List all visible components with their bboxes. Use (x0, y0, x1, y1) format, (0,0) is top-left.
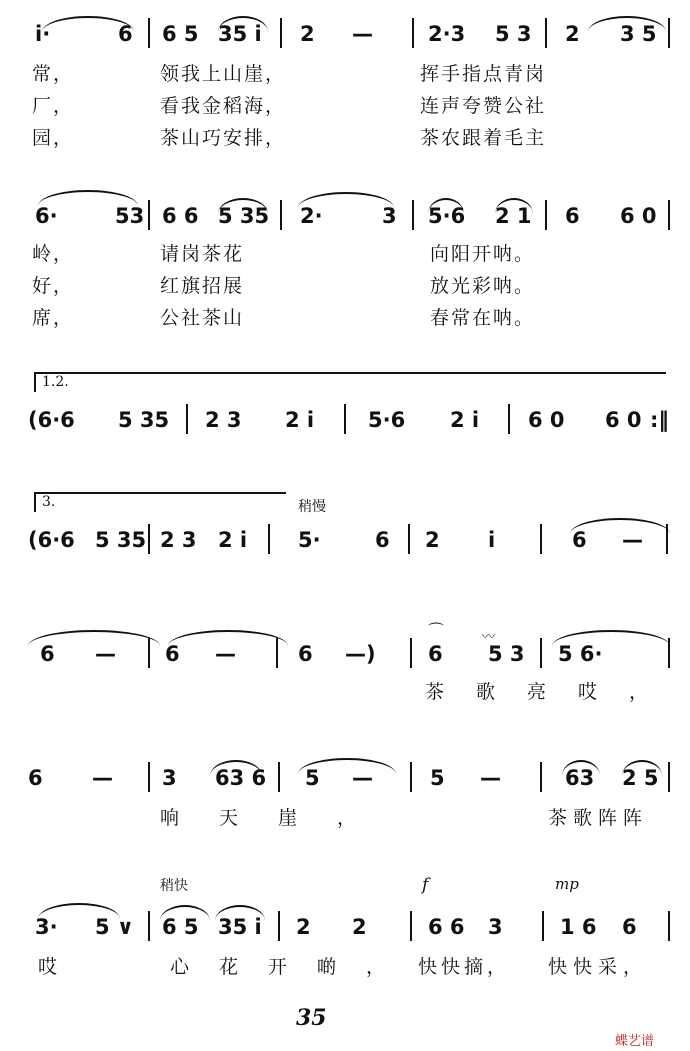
lyric-line-verse-2: 厂， 看我金稻海， 连声夸赞公社 (32, 94, 547, 117)
note: 2 3 (160, 528, 197, 552)
bar-line (410, 762, 412, 792)
note: 3 (382, 204, 397, 228)
bar-line (668, 911, 670, 941)
note: 5 6· (558, 642, 603, 666)
bar-line (148, 524, 150, 554)
note: 6 6 (428, 915, 465, 939)
note: (6·6 (28, 408, 75, 432)
note: 2 (565, 22, 580, 46)
note: 6 0 (620, 204, 657, 228)
note: 6 (298, 642, 313, 666)
note: 2 (300, 22, 315, 46)
note: 2· (300, 204, 323, 228)
bar-line (668, 200, 670, 230)
note: — (480, 766, 501, 790)
note: 6 0 (605, 408, 642, 432)
bar-line (412, 18, 414, 48)
note: 5 ∨ (95, 915, 134, 939)
note: 2 i (285, 408, 315, 432)
note: 1 6 (560, 915, 597, 939)
note: 6 0 (528, 408, 565, 432)
volta-label: 3. (42, 494, 56, 510)
bar-line (668, 762, 670, 792)
note: 5 35 (218, 204, 270, 228)
bar-line (278, 911, 280, 941)
bar-line (148, 762, 150, 792)
bar-line (542, 911, 544, 941)
note: (6·6 (28, 528, 75, 552)
note: 35 i (218, 915, 262, 939)
bar-line (540, 638, 542, 668)
dynamic-mp: mp (555, 875, 579, 893)
note: 3 5 (620, 22, 657, 46)
lyric-line-verse-3: 园， 茶山巧安排， 茶农跟着毛主 (32, 126, 547, 149)
bar-line (666, 524, 668, 554)
mordent-icon: 〰 (482, 630, 496, 645)
note: 6 (565, 204, 580, 228)
note: 5 35 (95, 528, 147, 552)
lyric-line-verse-3: 席， 公社茶山 春常在呐。 (32, 306, 536, 329)
note: 6 5 (162, 915, 199, 939)
note: 5 (430, 766, 445, 790)
note: 2 5 (622, 766, 659, 790)
lyric-line-verse-1: 常， 领我上山崖， 挥手指点青岗 (32, 62, 547, 85)
page-number: 35 (296, 1005, 327, 1031)
note: 63 (565, 766, 595, 790)
note: 2 3 (205, 408, 242, 432)
bar-line (268, 524, 270, 554)
note: 6 (572, 528, 587, 552)
note: 6 6 (162, 204, 199, 228)
note: 6 (622, 915, 637, 939)
volta-label: 1.2. (42, 374, 69, 390)
bar-line (280, 200, 282, 230)
note: 6 (28, 766, 43, 790)
note: 53 (115, 204, 145, 228)
note: i· (35, 22, 51, 46)
note: 5·6 (428, 204, 466, 228)
bar-line (545, 200, 547, 230)
bar-line (276, 638, 278, 668)
note: —) (345, 642, 376, 666)
volta-bracket (34, 492, 286, 512)
bar-line (148, 18, 150, 48)
bar-line (148, 638, 150, 668)
bar-line (545, 18, 547, 48)
bar-line (540, 524, 542, 554)
note: 2 (425, 528, 440, 552)
note: 6 (165, 642, 180, 666)
bar-line (186, 404, 188, 434)
bar-line (668, 638, 670, 668)
fermata-icon: ⌒ (428, 621, 445, 640)
note: 6 5 (162, 22, 199, 46)
note: 2 (352, 915, 367, 939)
note: 6 (118, 22, 133, 46)
lyric-line: 茶歌亮哎， (425, 680, 681, 703)
bar-line (278, 762, 280, 792)
note: 5 3 (488, 642, 525, 666)
note: 2 1 (495, 204, 532, 228)
note: 3· (35, 915, 58, 939)
note: 3 (488, 915, 503, 939)
bar-line (148, 911, 150, 941)
note: 6 (375, 528, 390, 552)
note: — (352, 766, 373, 790)
note: 5·6 (368, 408, 406, 432)
note: 63 6 (215, 766, 267, 790)
lyric-line-verse-2: 好， 红旗招展 放光彩呐。 (32, 274, 536, 297)
note: 5 (305, 766, 320, 790)
dynamic-f: f (422, 875, 429, 895)
note: 6 (40, 642, 55, 666)
note: — (215, 642, 236, 666)
bar-line (280, 18, 282, 48)
note: 2 (296, 915, 311, 939)
bar-line (410, 911, 412, 941)
bar-line (412, 200, 414, 230)
watermark-logo: 蝶艺谱 (615, 1033, 655, 1048)
bar-line (540, 762, 542, 792)
note: i (488, 528, 496, 552)
note: 6 (428, 642, 443, 666)
note: — (95, 642, 116, 666)
note: 2 i (218, 528, 248, 552)
tempo-marking: 稍快 (160, 878, 188, 894)
repeat-sign: :‖ (650, 408, 669, 432)
note: — (92, 766, 113, 790)
lyric-line: 响天崖， 茶歌阵阵 (160, 806, 649, 829)
note: 5 35 (118, 408, 170, 432)
note: 6· (35, 204, 58, 228)
volta-bracket (34, 372, 666, 392)
note: 35 i (218, 22, 262, 46)
bar-line (508, 404, 510, 434)
bar-line (410, 638, 412, 668)
note: 2 i (450, 408, 480, 432)
note: — (622, 528, 643, 552)
note: 5 3 (495, 22, 532, 46)
bar-line (344, 404, 346, 434)
tempo-marking: 稍慢 (298, 499, 326, 515)
bar-line (408, 524, 410, 554)
bar-line (668, 18, 670, 48)
note: 5· (298, 528, 321, 552)
bar-line (148, 200, 150, 230)
note: 2·3 (428, 22, 466, 46)
note: — (352, 22, 373, 46)
lyric-line: 哎 心花开啲， 快快摘， 快快采， (38, 955, 649, 978)
note: 3 (162, 766, 177, 790)
lyric-line-verse-1: 岭， 请岗茶花 向阳开呐。 (32, 242, 536, 265)
